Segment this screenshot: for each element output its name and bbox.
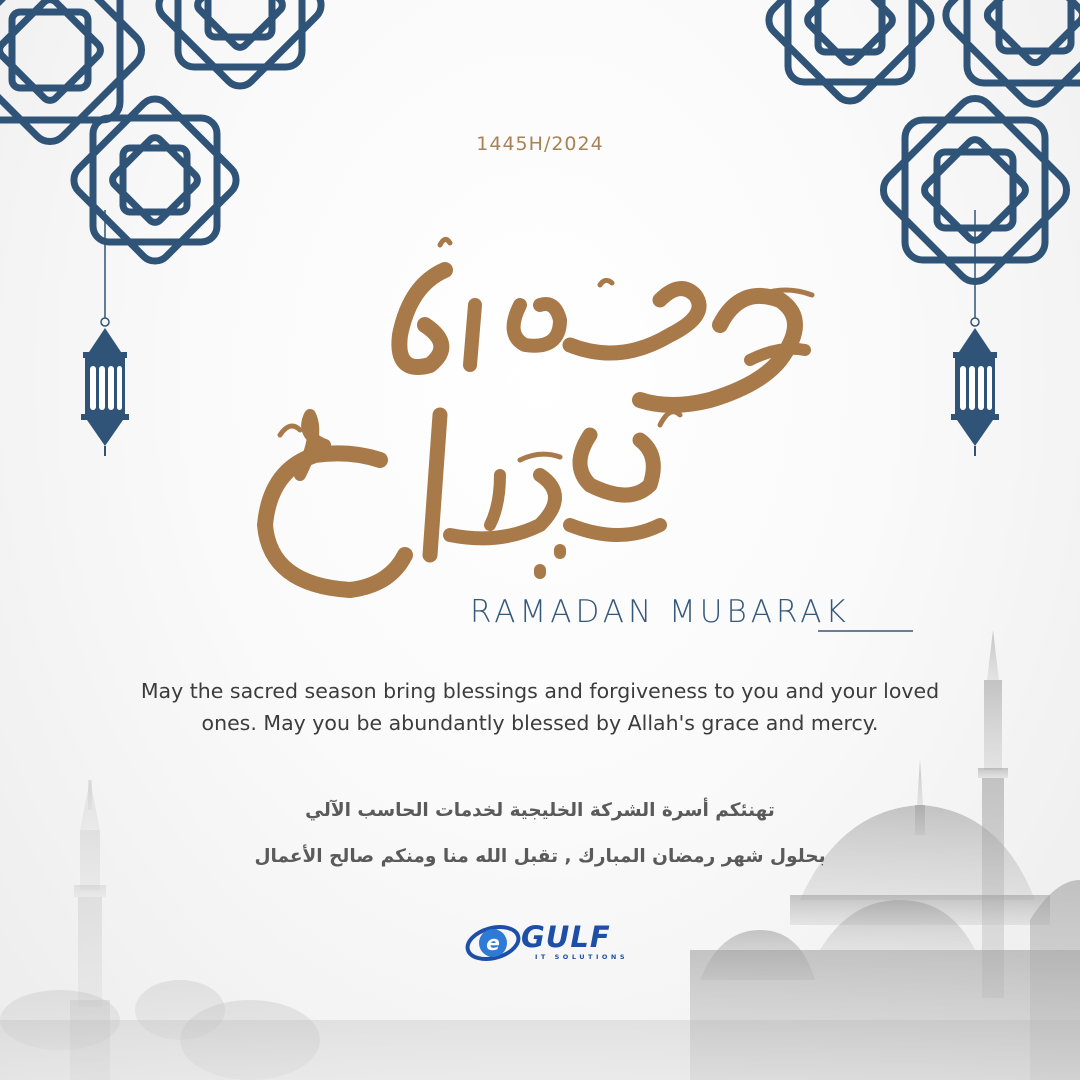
lantern-icon xyxy=(945,0,1005,460)
logo-tagline: IT SOLUTIONS xyxy=(535,953,629,961)
title-flourish xyxy=(818,628,913,634)
logo-wordmark: GULF xyxy=(521,920,611,954)
arabic-message-line-2: بحلول شهر رمضان المبارك , تقبل الله منا ومنكم صالح الأعمال xyxy=(254,846,826,867)
arabic-message-line-1: تهنئكم أسرة الشركة الخليجية لخدمات الحاسب الآلي xyxy=(305,800,775,821)
english-message: May the sacred season bring blessings and forgiveness to you and your loved ones. May you be abundantly blessed by Allah's grace and mercy. xyxy=(140,679,940,735)
ramadan-mubarak-calligraphy xyxy=(240,225,840,625)
ramadan-mubarak-title: RAMADAN MUBARAK xyxy=(470,594,850,630)
year-label: 1445H/2024 xyxy=(476,133,604,155)
gulf-logo xyxy=(463,918,633,968)
lantern-icon xyxy=(75,0,135,460)
gulf-logo-icon xyxy=(463,918,525,968)
mosque-silhouette-icon xyxy=(0,600,1080,1080)
svg-text:e: e xyxy=(486,931,500,955)
